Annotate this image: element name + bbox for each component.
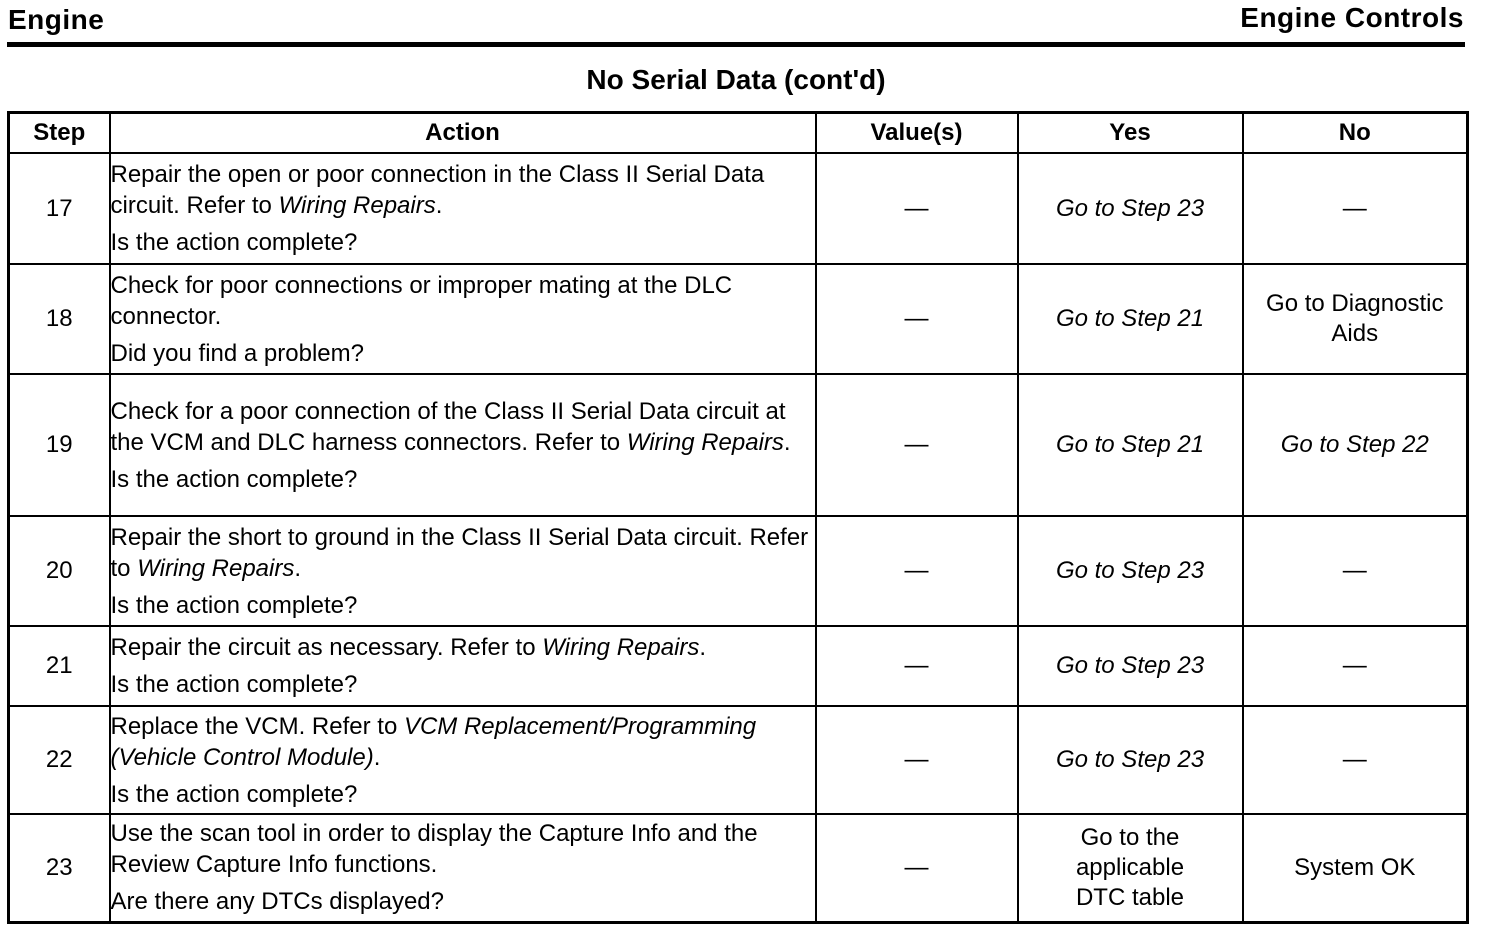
- action-instruction: [111, 522, 815, 584]
- action-question: Is the action complete?: [110, 465, 358, 493]
- action-text: Use the scan tool in order to display the Capture Info and the Review Capture Info functions.: [110, 820, 758, 879]
- yes-cell: Go to Step 23: [1018, 153, 1243, 264]
- step-number: 22: [9, 706, 110, 814]
- col-header-action: Action: [110, 113, 816, 154]
- header-section-right: Engine Controls: [1240, 2, 1464, 33]
- action-instruction: [111, 270, 815, 332]
- table-row: [9, 264, 1468, 374]
- action-cell: [110, 374, 816, 516]
- reference-link[interactable]: Wiring Repairs: [626, 428, 784, 456]
- action-cell: [110, 264, 816, 374]
- table-row: [9, 153, 1468, 264]
- action-text-end: .: [373, 743, 381, 771]
- action-text-end: .: [294, 554, 302, 582]
- action-question: Is the action complete?: [110, 591, 358, 619]
- yes-cell: Go to the applicable DTC table: [1018, 814, 1243, 922]
- action-cell: [110, 516, 816, 626]
- col-header-step: Step: [9, 113, 110, 154]
- action-question: Is the action complete?: [110, 671, 358, 698]
- value-cell: —: [816, 153, 1018, 264]
- table-row: [9, 516, 1468, 626]
- table-row: [9, 374, 1468, 516]
- action-question: Is the action complete?: [110, 229, 358, 256]
- value-cell: —: [816, 264, 1018, 374]
- reference-link[interactable]: Wiring Repairs: [542, 634, 700, 661]
- action-text: Replace the VCM. Refer to: [110, 712, 404, 740]
- action-instruction: [111, 711, 815, 773]
- action-instruction: [111, 159, 815, 221]
- col-header-value: Value(s): [816, 113, 1018, 154]
- diagnostic-table: [7, 111, 1469, 924]
- step-number: 19: [9, 374, 110, 516]
- action-text-end: .: [699, 634, 707, 661]
- yes-cell: Go to Step 21: [1018, 374, 1243, 516]
- table-row: [9, 814, 1468, 922]
- table-row: [9, 626, 1468, 706]
- step-number: 21: [9, 626, 110, 706]
- no-cell: —: [1243, 706, 1468, 814]
- no-cell: System OK: [1243, 814, 1468, 922]
- no-cell: —: [1243, 153, 1468, 264]
- action-text: Repair the short to ground in the Class II Serial Data circuit. Refer to: [110, 523, 809, 582]
- reference-link[interactable]: Wiring Repairs: [278, 192, 436, 219]
- action-text: Check for a poor connection of the Class II Serial Data circuit at the VCM and DLC harness connectors. Refer to: [110, 397, 786, 456]
- action-cell: [110, 153, 816, 264]
- step-number: 20: [9, 516, 110, 626]
- value-cell: —: [816, 706, 1018, 814]
- action-text-end: .: [783, 428, 791, 456]
- action-cell: [110, 626, 816, 706]
- col-header-no: No: [1243, 113, 1468, 154]
- header-section-left: Engine: [8, 4, 105, 35]
- value-cell: —: [816, 516, 1018, 626]
- no-cell: Go to Step 22: [1243, 374, 1468, 516]
- reference-link[interactable]: Wiring Repairs: [137, 554, 295, 582]
- reference-link[interactable]: VCM Replacement/Programming (Vehicle Control Module): [110, 712, 757, 771]
- header-rule: [7, 42, 1465, 47]
- yes-cell: Go to Step 23: [1018, 516, 1243, 626]
- step-number: 23: [9, 814, 110, 922]
- value-cell: —: [816, 374, 1018, 516]
- col-header-yes: Yes: [1018, 113, 1243, 154]
- no-cell: Go to Diagnostic Aids: [1243, 264, 1468, 374]
- action-text: Repair the circuit as necessary. Refer to: [110, 634, 543, 661]
- no-cell: —: [1243, 516, 1468, 626]
- no-cell: —: [1243, 626, 1468, 706]
- action-cell: [110, 706, 816, 814]
- yes-cell: Go to Step 23: [1018, 626, 1243, 706]
- step-number: 18: [9, 264, 110, 374]
- action-instruction: [111, 396, 815, 458]
- table-row: [9, 706, 1468, 814]
- action-question: Is the action complete?: [110, 780, 358, 808]
- table-header-row: [9, 113, 1468, 154]
- action-text-end: .: [435, 192, 443, 219]
- action-instruction: [111, 632, 815, 663]
- step-number: 17: [9, 153, 110, 264]
- action-question: Are there any DTCs displayed?: [110, 888, 444, 916]
- value-cell: —: [816, 814, 1018, 922]
- value-cell: —: [816, 626, 1018, 706]
- action-instruction: [111, 818, 815, 880]
- action-question: Did you find a problem?: [110, 339, 364, 367]
- action-cell: [110, 814, 816, 922]
- yes-cell: Go to Step 21: [1018, 264, 1243, 374]
- action-text: Check for poor connections or improper mating at the DLC connector.: [110, 271, 733, 330]
- yes-cell: Go to Step 23: [1018, 706, 1243, 814]
- page-title: No Serial Data (cont'd): [586, 64, 886, 95]
- action-text: Repair the open or poor connection in the Class II Serial Data circuit. Refer to: [110, 161, 765, 219]
